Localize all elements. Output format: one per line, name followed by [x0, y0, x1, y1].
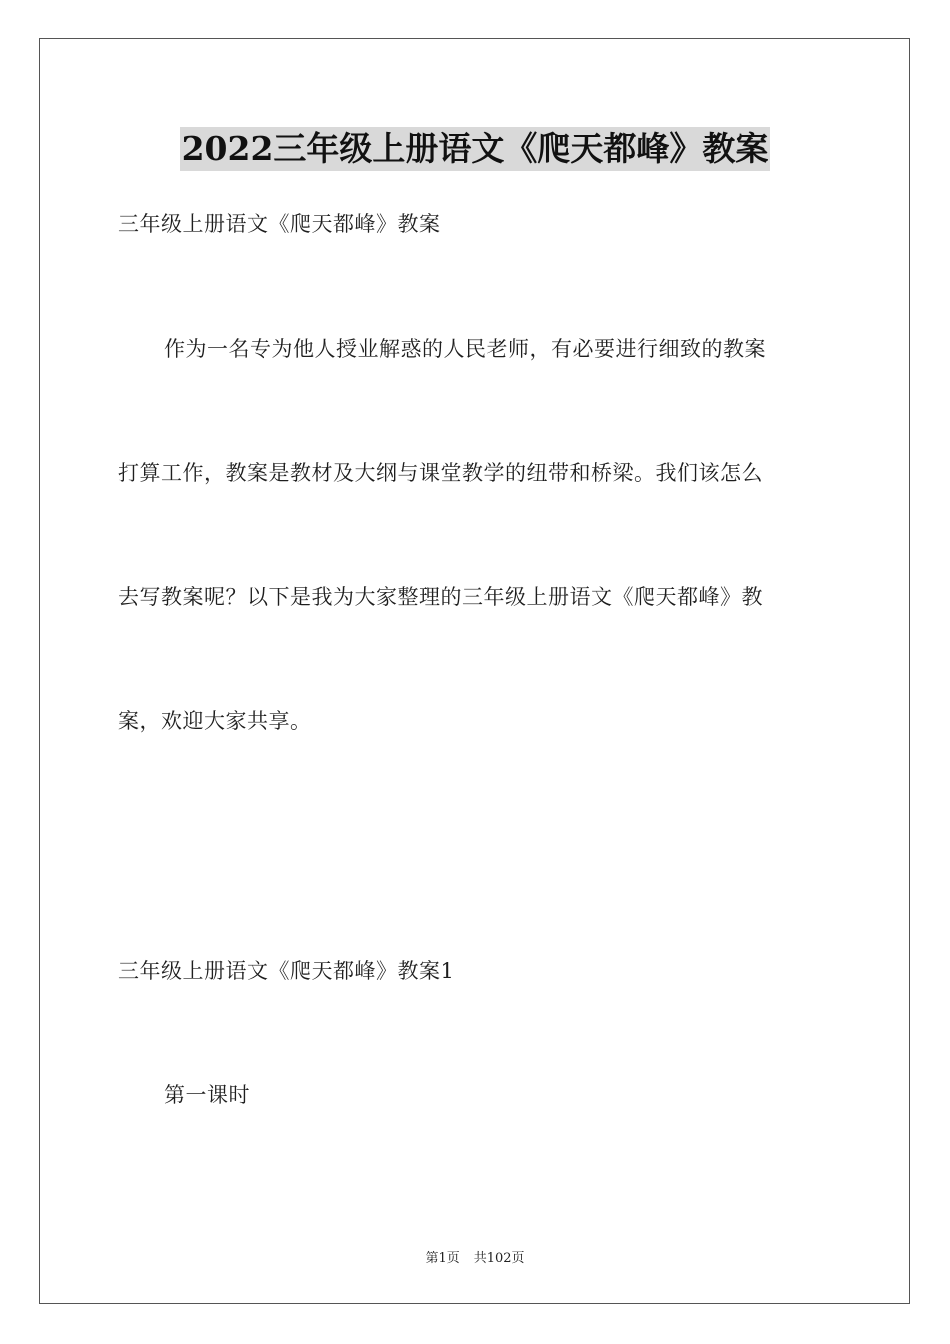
page-total: 共102页 [473, 1251, 525, 1266]
lesson-label: 第一课时 [164, 1083, 250, 1107]
paragraph-line-3: 去写教案呢？以下是我为大家整理的三年级上册语文《爬天都峰》教 [118, 585, 763, 609]
page-footer [0, 1247, 950, 1266]
page-number: 第1页 [425, 1251, 460, 1266]
paragraph-line-2: 打算工作，教案是教材及大纲与课堂教学的纽带和桥梁。我们该怎么 [118, 461, 763, 485]
title-container [0, 127, 950, 171]
section-heading: 三年级上册语文《爬天都峰》教案1 [118, 959, 455, 983]
paragraph-line-4: 案，欢迎大家共享。 [118, 709, 312, 733]
paragraph-line-1: 作为一名专为他人授业解惑的人民老师，有必要进行细致的教案 [164, 337, 766, 361]
document-title: 2022三年级上册语文《爬天都峰》教案 [180, 127, 771, 171]
document-subtitle: 三年级上册语文《爬天都峰》教案 [118, 212, 441, 236]
